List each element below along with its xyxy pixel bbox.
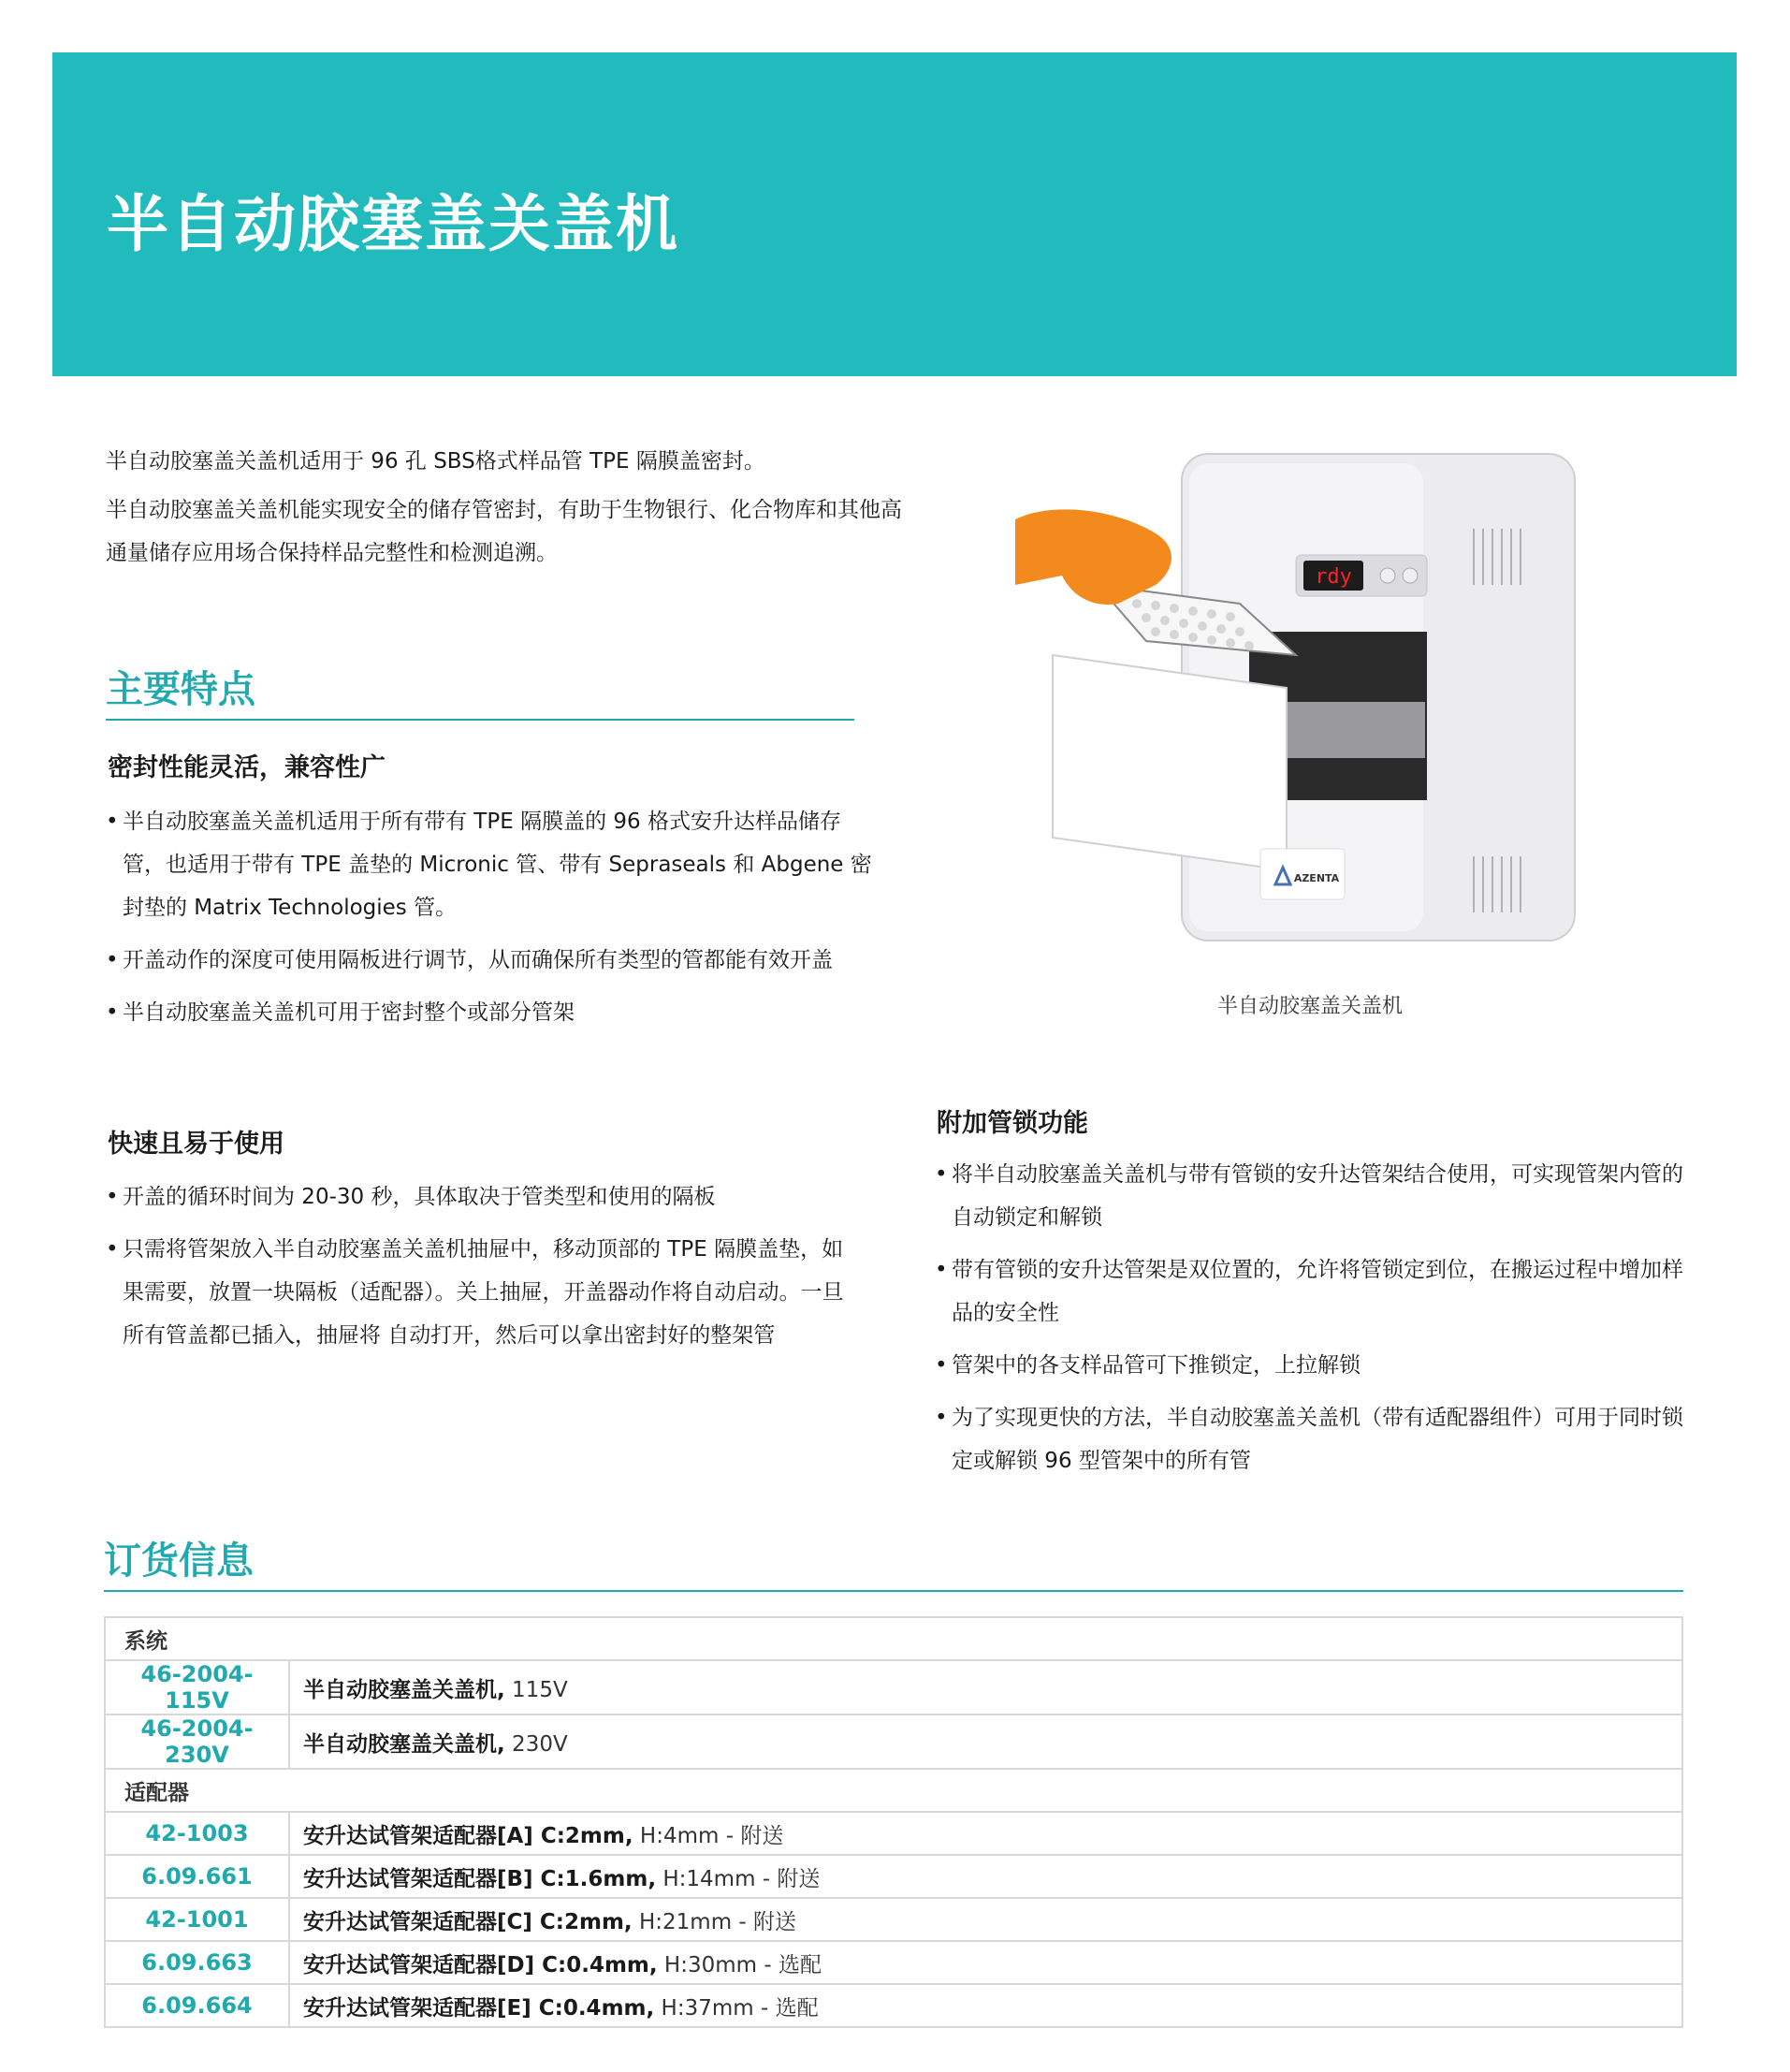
product-code: 6.09.664 [105, 1984, 289, 2027]
list-item: • 只需将管架放入半自动胶塞盖关盖机抽屉中，移动顶部的 TPE 隔膜盖垫，如果需要，放置一块隔板（适配器）。关上抽屉，开盖器动作将自动启动。一旦所有管盖都已插入，抽屉将 自动打开，然后可以拿出密封好的整架管 [106, 1228, 864, 1357]
product-code: 46-2004-115V [105, 1660, 289, 1715]
panel-button [1380, 568, 1395, 583]
table-row [105, 1660, 1682, 1715]
image-caption: 半自动胶塞盖关盖机 [1216, 995, 1403, 1018]
table-row [105, 1769, 1682, 1812]
feature-group-title: 附加管锁功能 [937, 1109, 1088, 1138]
table-row [105, 1855, 1682, 1898]
header-banner [52, 52, 1737, 376]
feature-group-title: 密封性能灵活，兼容性广 [108, 753, 386, 782]
display-text: rdy [1315, 565, 1352, 589]
features-heading: 主要特点 [106, 660, 854, 721]
list-item: • 为了实现更快的方法，半自动胶塞盖关盖机（带有适配器组件）可用于同时锁定或解锁 96 型管架中的所有管 [935, 1396, 1683, 1482]
table-row [105, 1812, 1682, 1855]
brand-text: AZENTA [1293, 872, 1340, 884]
drawer-door [1053, 655, 1287, 870]
product-description: 安升达试管架适配器[D] C:0.4mm, H:30mm - 选配 [289, 1941, 1682, 1984]
product-code: 42-1001 [105, 1898, 289, 1941]
product-description: 安升达试管架适配器[B] C:1.6mm, H:14mm - 附送 [289, 1855, 1682, 1898]
ordering-heading: 订货信息 [104, 1531, 1683, 1592]
panel-button [1403, 568, 1418, 583]
product-code: 42-1003 [105, 1812, 289, 1855]
page-title: 半自动胶塞盖关盖机 [107, 188, 679, 260]
table-row [105, 1617, 1682, 1660]
product-description: 半自动胶塞盖关盖机, 230V [289, 1715, 1682, 1769]
intro [106, 440, 910, 575]
list-item: • 开盖的循环时间为 20-30 秒，具体取决于管类型和使用的隔板 [106, 1175, 864, 1218]
product-description: 安升达试管架适配器[E] C:0.4mm, H:37mm - 选配 [289, 1984, 1682, 2027]
product-description: 安升达试管架适配器[C] C:2mm, H:21mm - 附送 [289, 1898, 1682, 1941]
feature-list [106, 800, 882, 1043]
list-item: • 半自动胶塞盖关盖机适用于所有带有 TPE 隔膜盖的 96 格式安升达样品储存管，也适用于带有 TPE 盖垫的 Micronic 管、带有 Sepraseals 和 Abgene 密封垫的 Matrix Technologies 管。 [106, 800, 882, 929]
category-label: 系统 [105, 1617, 1682, 1660]
list-item: • 将半自动胶塞盖关盖机与带有管锁的安升达管架结合使用，可实现管架内管的自动锁定和解锁 [935, 1153, 1683, 1239]
ordering-table [104, 1616, 1683, 2028]
feature-list [935, 1153, 1683, 1492]
feature-list [106, 1175, 864, 1366]
product-code: 46-2004-230V [105, 1715, 289, 1769]
product-code: 6.09.661 [105, 1855, 289, 1898]
category-label: 适配器 [105, 1769, 1682, 1812]
list-item: • 半自动胶塞盖关盖机可用于密封整个或部分管架 [106, 991, 882, 1034]
list-item: • 开盖动作的深度可使用隔板进行调节，从而确保所有类型的管都能有效开盖 [106, 939, 882, 982]
product-code: 6.09.663 [105, 1941, 289, 1984]
table-row [105, 1715, 1682, 1769]
gloved-hand [1015, 509, 1172, 605]
intro-paragraph: 半自动胶塞盖关盖机能实现安全的储存管密封，有助于生物银行、化合物库和其他高通量储存应用场合保持样品完整性和检测追溯。 [106, 498, 902, 565]
list-item: • 带有管锁的安升达管架是双位置的，允许将管锁定到位，在搬运过程中增加样品的安全性 [935, 1248, 1683, 1335]
table-row [105, 1941, 1682, 1984]
product-description: 安升达试管架适配器[A] C:2mm, H:4mm - 附送 [289, 1812, 1682, 1855]
feature-group-title: 快速且易于使用 [108, 1130, 284, 1159]
table-row [105, 1898, 1682, 1941]
list-item: • 管架中的各支样品管可下推锁定，上拉解锁 [935, 1344, 1683, 1387]
product-image [1015, 445, 1595, 950]
table-row [105, 1984, 1682, 2027]
product-description: 半自动胶塞盖关盖机, 115V [289, 1660, 1682, 1715]
intro-paragraph: 半自动胶塞盖关盖机适用于 96 孔 SBS格式样品管 TPE 隔膜盖密封。 [106, 449, 765, 474]
